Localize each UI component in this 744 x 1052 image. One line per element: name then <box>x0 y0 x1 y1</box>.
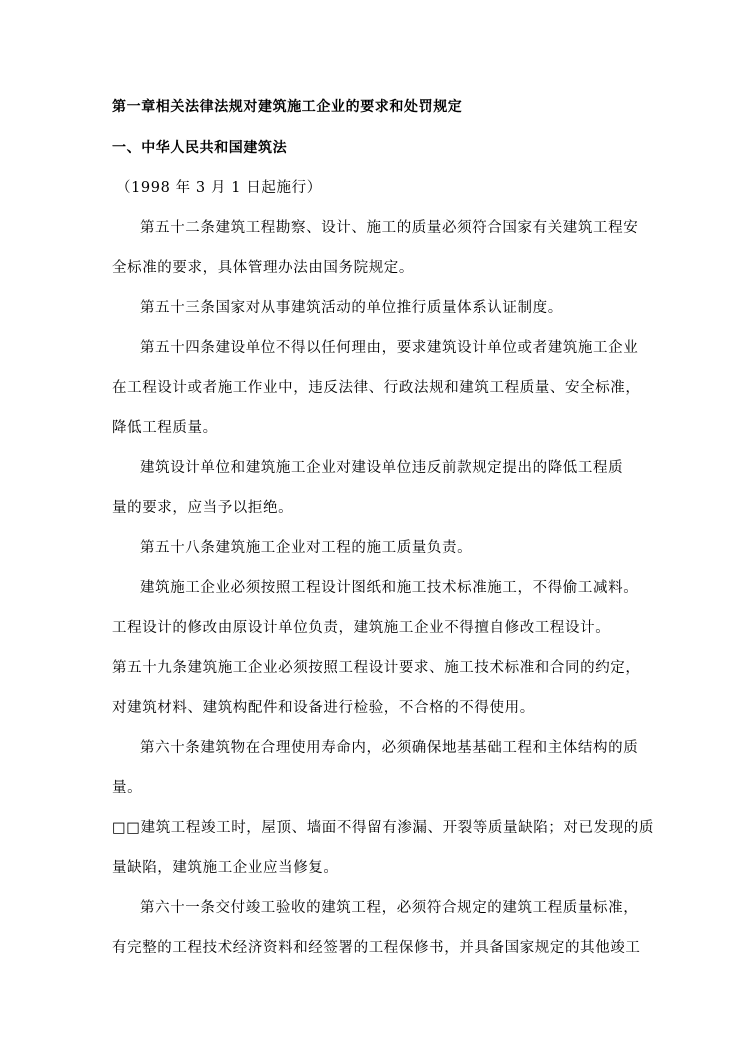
text-line: 第五十三条国家对从事建筑活动的单位推行质量体系认证制度。 <box>140 300 563 316</box>
text-line: □□建筑工程竣工时，屋顶、墙面不得留有渗漏、开裂等质量缺陷；对已发现的质 <box>112 820 654 836</box>
section-title: 一、中华人民共和国建筑法 <box>112 140 288 156</box>
chapter-title: 第一章相关法律法规对建筑施工企业的要求和处罚规定 <box>112 99 463 115</box>
text-line: 在工程设计或者施工作业中，违反法律、行政法规和建筑工程质量、安全标准， <box>112 380 641 396</box>
text-line: 建筑设计单位和建筑施工企业对建设单位违反前款规定提出的降低工程质 <box>140 460 624 476</box>
effective-date: （1998 年 3 月 1 日起施行） <box>116 180 322 196</box>
text-line: 有完整的工程技术经济资料和经签署的工程保修书，并具备国家规定的其他竣工 <box>112 940 641 956</box>
text-line: 第五十二条建筑工程勘察、设计、施工的质量必须符合国家有关建筑工程安 <box>140 220 639 236</box>
text-line: 降低工程质量。 <box>112 420 218 436</box>
text-line: 对建筑材料、建筑构配件和设备进行检验，不合格的不得使用。 <box>112 700 535 716</box>
text-line: 量缺陷，建筑施工企业应当修复。 <box>112 860 339 876</box>
text-line: 工程设计的修改由原设计单位负责，建筑施工企业不得擅自修改工程设计。 <box>112 620 611 636</box>
text-line: 第五十九条建筑施工企业必须按照工程设计要求、施工技术标准和合同的约定， <box>112 660 641 676</box>
text-line: 第六十一条交付竣工验收的建筑工程，必须符合规定的建筑工程质量标准， <box>140 900 639 916</box>
text-line: 量的要求，应当予以拒绝。 <box>112 500 294 516</box>
text-line: 量。 <box>112 780 143 796</box>
text-line: 建筑施工企业必须按照工程设计图纸和施工技术标准施工，不得偷工减料。 <box>140 580 639 596</box>
text-line: 第六十条建筑物在合理使用寿命内，必须确保地基基础工程和主体结构的质 <box>140 740 639 756</box>
text-line: 全标准的要求，具体管理办法由国务院规定。 <box>112 260 414 276</box>
text-line: 第五十四条建设单位不得以任何理由，要求建筑设计单位或者建筑施工企业 <box>140 340 639 356</box>
text-line: 第五十八条建筑施工企业对工程的施工质量负责。 <box>140 540 473 556</box>
